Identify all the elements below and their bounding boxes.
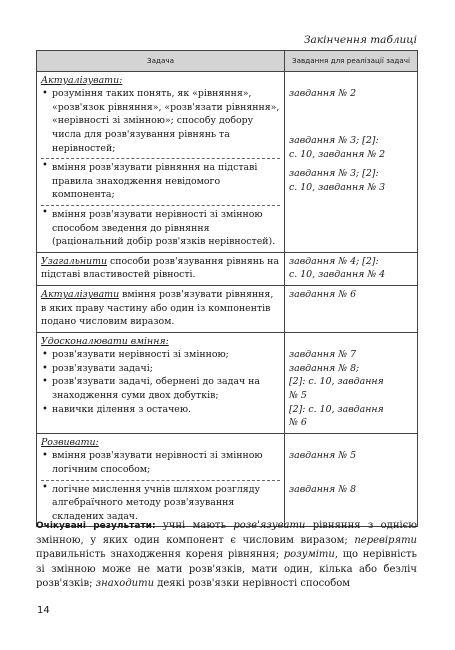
list-item: • вміння розв'язувати рівняння на підставі правила знаходження невідомого компонента; — [41, 158, 280, 202]
assignment-cell — [285, 71, 418, 252]
list-item: • розуміння таких понять, як «рівняння», «розв'язок рівняння», «розв'язати рівняння», «нерівності зі змінною»; способу добору числа для розв'язування рівнянь та нерівностей; — [41, 87, 280, 155]
list-item: • розв'язувати нерівності зі змінною; — [41, 348, 280, 362]
header-task: Задача — [37, 51, 285, 72]
group-title: Актуалізувати: — [41, 74, 123, 86]
assignment-cell — [285, 433, 418, 527]
group-text: способи розв'язування рівнянь на підставі властивостей рівності. — [41, 255, 279, 281]
tasks-table — [36, 50, 418, 527]
expected-results-paragraph: Очікувані результати: учні мають розв'язувати рівняння з однією змінною, у яких один компонент є числовим виразом; перевіряти правильність знаходження кореня рівняння; розуміти, що нерівність зі змінною може не мати розв'язків, мати один, кілька або безліч розв'язків; знаходити деякі розв'язки нерівності способом — [36, 520, 417, 589]
list-item: • розв'язувати задачі; — [41, 362, 280, 376]
assignment-ref: с. 10, завдання № 4 — [289, 269, 386, 281]
task-cell — [37, 332, 285, 433]
assignment-ref: завдання № 3; [2]: — [289, 134, 379, 146]
assignment-ref: завдання № 3; [2]: — [289, 168, 379, 180]
table-row — [37, 71, 418, 252]
expected-results-label: Очікувані результати: — [36, 521, 156, 531]
assignment-ref: завдання № 8 — [289, 483, 357, 495]
group-title: Удосконалювати вміння: — [41, 335, 169, 347]
assignment-ref: завдання № 8; — [289, 362, 360, 374]
assignment-ref: завдання № 2 — [289, 88, 357, 100]
table-row — [37, 332, 418, 433]
list-item: • навички ділення з остачею. — [41, 403, 280, 417]
list-item: • вміння розв'язувати нерівності зі змінною логічним способом; — [41, 449, 280, 476]
task-cell — [37, 285, 285, 332]
task-cell — [37, 433, 285, 527]
group-text: вміння розв'язувати рівняння, в яких праву частину або один із компонентів подано числовим виразом. — [41, 288, 274, 328]
table-row — [37, 252, 418, 285]
page-number: 14 — [37, 605, 50, 616]
table-continued-label: Закінчення таблиці — [304, 34, 417, 46]
assignment-ref: завдання № 7 — [289, 349, 357, 361]
assignment-ref: с. 10, завдання № 2 — [289, 148, 386, 160]
assignment-ref: завдання № 4; [2]: — [289, 255, 379, 267]
list-item: • вміння розв'язувати нерівності зі змінною способом зведення до рівняння (раціональний добір розв'язків нерівностей). — [41, 205, 280, 249]
table-row — [37, 433, 418, 527]
task-cell — [37, 252, 285, 285]
assignment-cell — [285, 285, 418, 332]
assignment-cell — [285, 252, 418, 285]
assignment-ref: завдання № 6 — [289, 288, 357, 300]
assignment-ref: № 5 — [289, 390, 307, 402]
assignment-ref: [2]: с. 10, завдання — [289, 403, 384, 415]
table-row — [37, 285, 418, 332]
list-item: • логічне мислення учнів шляхом розгляду алгебраїчного методу розв'язування складених задач. — [41, 480, 280, 524]
table-header-row — [37, 51, 418, 72]
group-title: Актуалізувати — [41, 288, 120, 300]
assignment-ref: № 6 — [289, 417, 307, 429]
assignment-ref: [2]: с. 10, завдання — [289, 376, 384, 388]
group-title: Розвивати: — [41, 436, 99, 448]
assignment-cell — [285, 332, 418, 433]
task-cell — [37, 71, 285, 252]
list-item: • розв'язувати задачі, обернені до задач на знаходження суми двох добутків; — [41, 375, 280, 402]
header-assignments: Завдання для реалізації задачі — [285, 51, 418, 72]
assignment-ref: с. 10, завдання № 3 — [289, 181, 386, 193]
group-title: Узагальнити — [41, 255, 108, 267]
assignment-ref: завдання № 5 — [289, 450, 357, 462]
